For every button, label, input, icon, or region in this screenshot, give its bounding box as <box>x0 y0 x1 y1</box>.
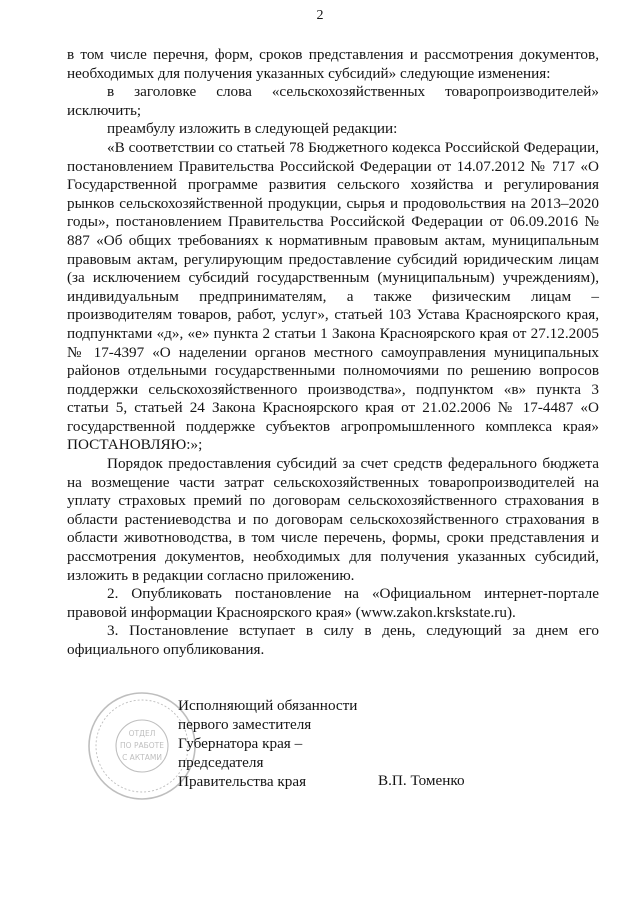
signer-name: В.П. Томенко <box>378 772 465 789</box>
page-number: 2 <box>316 8 324 23</box>
signature-block <box>178 696 357 791</box>
signer-title-line: Исполняющий обязанности <box>178 697 358 714</box>
signer-title-line: Правительства края <box>178 773 307 790</box>
body-text <box>67 46 599 660</box>
signer-title-line: председателя <box>178 754 264 771</box>
paragraph: «В соответствии со статьей 78 Бюджетного кодекса Российской Федерации, постановлением Правительства Российской Федерации от 14.07.2012 № 717 «О Государственной программе развития сельского хозяйства и регулирования рынков сельскохозяйственной продукции, сырья и продовольствия на 2013–2020 годы», постановлением Правительства Российской Федерации от 06.09.2016 № 887 «Об общих требованиях к нормативным правовым актам, муниципальным правовым актам, регулирующим предоставление субсидий юридическим лицам (за исключением субсидий государственным (муниципальным) учреждениям), индивидуальным предпринимателям, а также физическим лицам – производителям товаров, работ, услуг», статьей 103 Устава Красноярского края, подпунктами «д», «е» пункта 2 статьи 1 Закона Красноярского края от 27.12.2005 № 17-4397 «О наделении органов местного самоуправления муниципальных районов отдельными государственными полномочиями по решению вопросов поддержки сельскохозяйственного производства», подпунктом «в» пункта 3 статьи 5, статьей 24 Закона Красноярского края от 21.02.2006 № 17-4487 «О государственной поддержке субъектов агропромышленного комплекса края» ПОСТАНОВЛЯЮ:»; <box>67 138 599 454</box>
signer-title-line: Губернатора края – <box>178 735 303 752</box>
seal-inner-line: С АКТАМИ <box>122 753 162 762</box>
paragraph: преамбулу изложить в следующей редакции: <box>107 120 398 138</box>
paragraph: в том числе перечня, форм, сроков представления и рассмотрения документов, необходимых для получения указанных субсидий» следующие изменения: <box>67 46 599 82</box>
seal-inner-line: ОТДЕЛ <box>128 729 156 738</box>
paragraph: 3. Постановление вступает в силу в день, следующий за днем его официального опубликования. <box>67 622 599 658</box>
paragraph: 2. Опубликовать постановление на «Официальном интернет-портале правовой информации Красноярского края» (www.zakon.krskstate.ru). <box>67 585 599 621</box>
signer-title-line: первого заместителя <box>178 716 312 733</box>
seal-inner-line: ПО РАБОТЕ <box>120 741 164 750</box>
paragraph: Порядок предоставления субсидий за счет средств федерального бюджета на возмещение части затрат сельскохозяйственных товаропроизводителей на уплату страховых премий по договорам сельскохозяйственного страхования в области растениеводства и по договорам сельскохозяйственного страхования в области животноводства, в том числе перечень, формы, сроки представления и рассмотрения документов, необходимых для получения указанных субсидий, изложить в редакции согласно приложению. <box>67 455 599 584</box>
paragraph: в заголовке слова «сельскохозяйственных товаропроизводителей» исключить; <box>67 83 599 119</box>
